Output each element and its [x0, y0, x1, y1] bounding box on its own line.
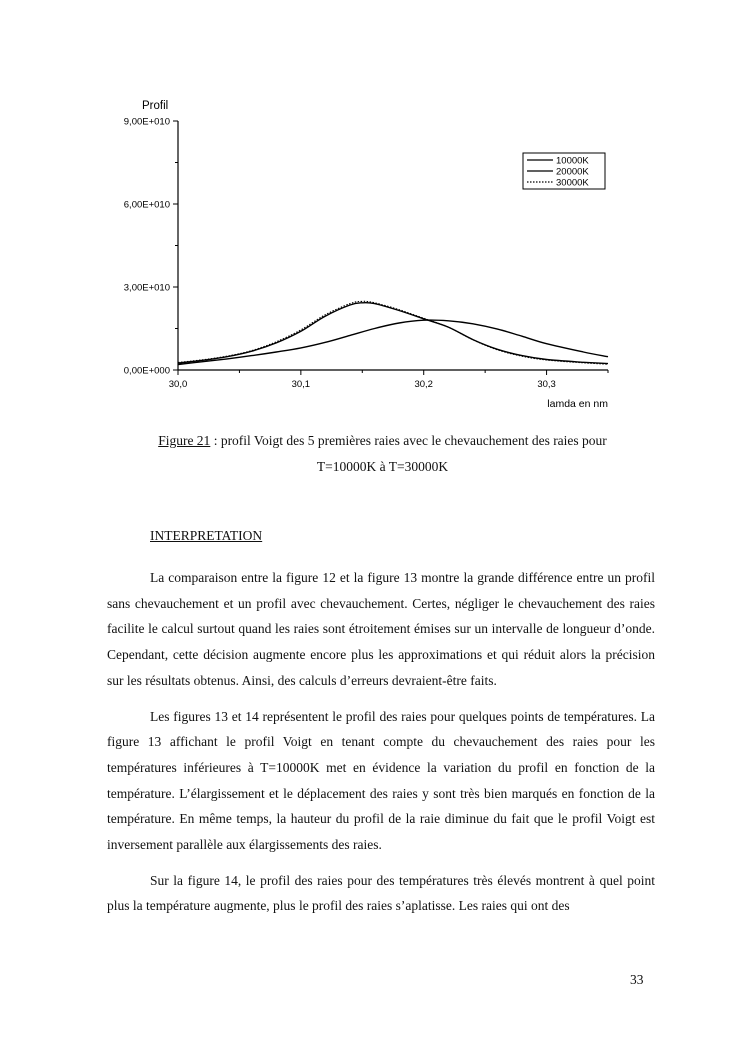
chart-series	[178, 301, 608, 364]
figure-caption	[105, 428, 660, 480]
chart-axes	[124, 100, 608, 410]
chart-legend	[523, 153, 605, 189]
paragraph-2: Les figures 13 et 14 représentent le profil des raies pour quelques points de températures. La figure 13 affichant le profil Voigt en tenant compte du chevauchement des raies pour les températures inférieures à T=10000K met en évidence la variation du profil en fonction de la température. L’élargissement et le déplacement des raies y sont très bien marqués en fonction de la température. En même temps, la hauteur du profil de la raie diminue du fait que le profil Voigt est inversement parallèle aux élargissements des raies.	[107, 708, 655, 853]
x-axis-title: lamda en nm	[547, 398, 608, 410]
series-line-10000K	[178, 303, 608, 364]
caption-text-1: : profil Voigt des 5 premières raies avec le chevauchement des raies pour	[210, 433, 607, 448]
series-line-20000K	[178, 320, 608, 364]
y-axis-title: Profil	[142, 100, 169, 112]
x-tick-label: 30,0	[168, 379, 188, 390]
y-tick-label: 9,00E+010	[123, 116, 170, 128]
page-number: 33	[630, 972, 644, 987]
figure-label: Figure 21	[158, 433, 211, 448]
y-tick-label: 0,00E+000	[123, 365, 170, 377]
body-text	[107, 565, 655, 919]
x-tick-label: 30,2	[414, 379, 433, 390]
legend-label-10000K: 10000K	[556, 155, 589, 167]
profile-chart	[100, 92, 620, 412]
caption-line-1	[105, 428, 660, 454]
series-line-30000K	[178, 301, 608, 364]
paragraph-3: Sur la figure 14, le profil des raies pour des températures très élevés montrent à quel point plus la température augmente, plus le profil des raies s’aplatisse. Les raies qui ont des	[107, 872, 655, 914]
y-tick-label: 3,00E+010	[123, 282, 170, 294]
paragraph-1: La comparaison entre la figure 12 et la figure 13 montre la grande différence entre un profil sans chevauchement et un profil avec chevauchement. Certes, négliger le chevauchement des raies facilite le calcul surtout quand les raies sont étroitement émises sur un intervalle de longueur d’onde. Cependant, cette décision augmente encore plus les approximations et qui réduit alors la précision sur les résultats obtenus. Ainsi, des calculs d’erreurs devraient-être faits.	[107, 570, 655, 688]
section-heading: INTERPRETATION	[150, 528, 263, 543]
x-tick-label: 30,1	[291, 379, 311, 390]
legend-label-20000K: 20000K	[556, 166, 589, 178]
caption-line-2: T=10000K à T=30000K	[316, 459, 449, 474]
x-tick-label: 30,3	[537, 379, 556, 390]
y-tick-label: 6,00E+010	[123, 199, 170, 211]
legend-label-30000K: 30000K	[556, 177, 589, 189]
